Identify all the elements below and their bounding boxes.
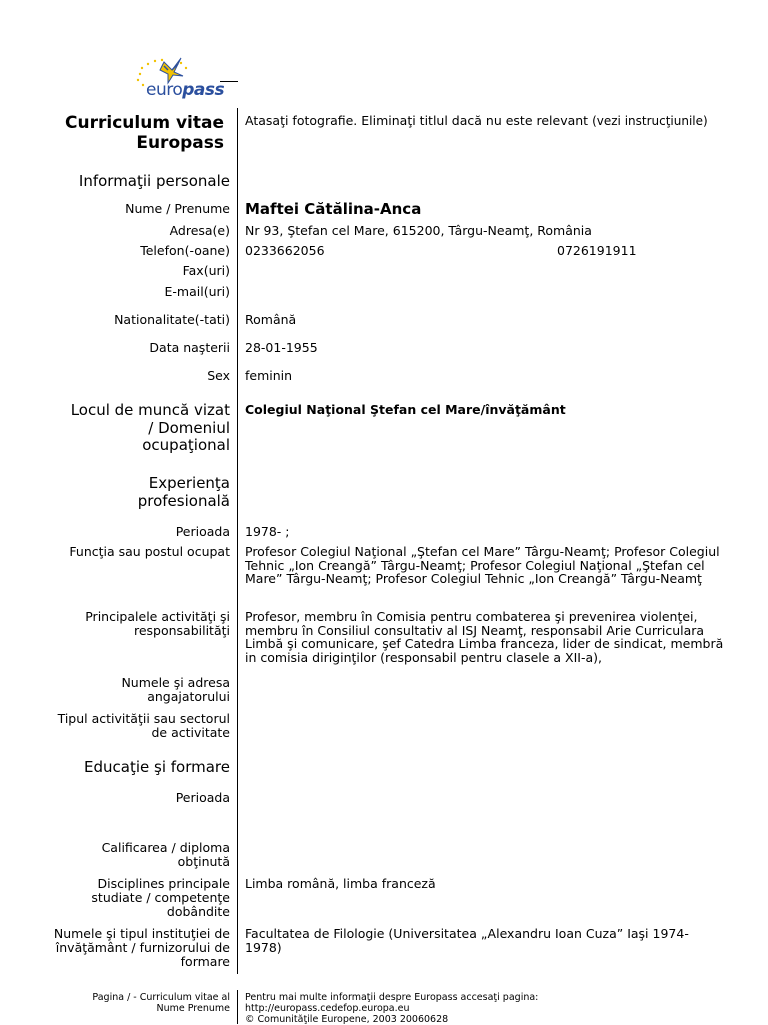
name-label: Nume / Prenume bbox=[125, 201, 230, 216]
birthdate-value: 28-01-1955 bbox=[245, 340, 318, 355]
address-value: Nr 93, Ştefan cel Mare, 615200, Târgu-Neamţ, România bbox=[245, 223, 592, 238]
position-value: Profesor Colegiul Naţional „Ştefan cel Mare” Târgu-Neamţ; Profesor Colegiul Tehnic „Ion Creangă” Târgu-Neamţ; Profesor Colegiul Naţional „Ştefan cel Mare” Târgu-Neamţ; Profesor Colegiul Tehnic „Ion Creangă” Târgu-Neamţ bbox=[245, 544, 720, 586]
subjects-label: Disciplines principale studiate / competenţe dobândite bbox=[91, 876, 230, 919]
fax-label: Fax(uri) bbox=[182, 263, 230, 278]
footer-page-info: Pagina / - Curriculum vitae al Nume Prenume bbox=[92, 992, 230, 1014]
qualification-label: Calificarea / diploma obţinută bbox=[101, 840, 230, 869]
footer-divider bbox=[237, 990, 238, 1024]
position-label: Funcţia sau postul ocupat bbox=[69, 544, 230, 559]
address-label: Adresa(e) bbox=[169, 223, 230, 238]
personal-info-heading: Informaţii personale bbox=[78, 172, 230, 190]
experience-period-value: 1978- ; bbox=[245, 524, 290, 539]
birthdate-label: Data naşterii bbox=[149, 340, 230, 355]
institution-label: Numele şi tipul instituţiei de învăţământ / furnizorului de formare bbox=[53, 926, 230, 969]
logo-wordmark: europass bbox=[146, 80, 225, 100]
employer-label: Numele şi adresa angajatorului bbox=[121, 675, 230, 704]
experience-period-label: Perioada bbox=[175, 524, 230, 539]
europass-logo bbox=[134, 56, 244, 106]
institution-value: Facultatea de Filologie (Universitatea „Alexandru Ioan Cuza” Iaşi 1974-1978) bbox=[245, 926, 689, 955]
nationality-value: Română bbox=[245, 312, 297, 327]
sex-value: feminin bbox=[245, 368, 293, 383]
sector-label: Tipul activităţii sau sectorul de activitate bbox=[57, 711, 230, 740]
logo-rule bbox=[220, 81, 238, 82]
subjects-value: Limba română, limba franceză bbox=[245, 876, 436, 891]
desired-job-value: Colegiul Naţional Ştefan cel Mare/învăţământ bbox=[245, 402, 566, 417]
education-heading: Educaţie şi formare bbox=[84, 758, 230, 776]
name-value: Maftei Cătălina-Anca bbox=[245, 200, 422, 218]
cv-title: Curriculum vitae Europass bbox=[65, 113, 224, 153]
europass-link[interactable]: http://europass.cedefop.europa.eu bbox=[245, 1003, 410, 1014]
mobile-value: 0726191911 bbox=[557, 243, 637, 258]
experience-heading: Experienţa profesională bbox=[137, 474, 230, 510]
activities-label: Principalele activităţi şi responsabilităţi bbox=[85, 609, 230, 638]
desired-job-heading: Locul de muncă vizat / Domeniul ocupaţional bbox=[70, 401, 230, 454]
column-divider bbox=[237, 108, 238, 974]
footer-europass-info: Pentru mai multe informaţii despre Europass accesaţi pagina: http://europass.cedefop.europa.eu © Comunităţile Europene, 2003 20060628 bbox=[245, 992, 539, 1025]
photo-note: Atasaţi fotografie. Eliminaţi titlul dacă nu este relevant (vezi instrucţiunile) bbox=[245, 113, 708, 128]
nationality-label: Nationalitate(-tati) bbox=[114, 312, 230, 327]
activities-value: Profesor, membru în Comisia pentru combaterea şi prevenirea violenţei, membru în Consiliul consultativ al ISJ Neamţ, responsabil Arie Curriculara Limbă şi comunicare, şef Catedra Limba franceza, lider de sindicat, membră in comisia diriginţilor (responsabil pentru clasele a XII-a), bbox=[245, 609, 724, 665]
education-period-label: Perioada bbox=[175, 790, 230, 805]
email-label: E-mail(uri) bbox=[164, 284, 230, 299]
phone-value: 0233662056 bbox=[245, 243, 325, 258]
phone-label: Telefon(-oane) bbox=[140, 243, 230, 258]
sex-label: Sex bbox=[207, 368, 230, 383]
